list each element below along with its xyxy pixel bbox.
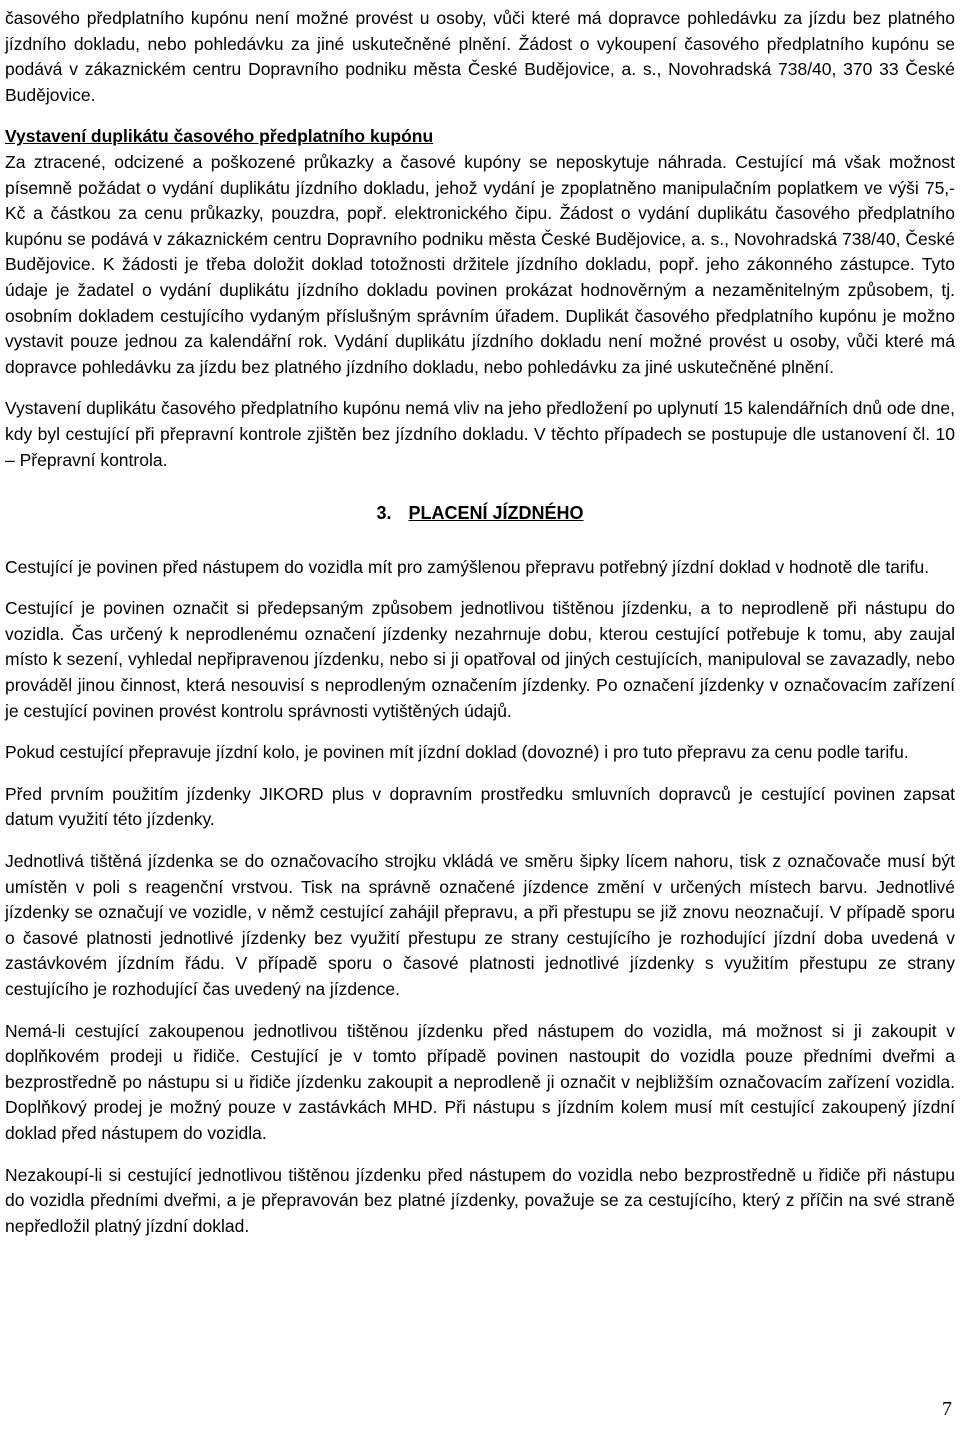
paragraph: Cestující je povinen před nástupem do vozidla mít pro zamýšlenou přepravu potřebný jízdní doklad v hodnotě dle tarifu. [5, 556, 930, 577]
duplicate-section-paragraph-2: Vystavení duplikátu časového předplatního kupónu nemá vliv na jeho předložení po uplynutí 15 kalendářních dnů ode dne, kdy byl cestující při přepravní kontrole zjištěn bez jízdního dokladu. V těchto případech se postupuje dle ustanovení čl. 10 – Přepravní kontrola. [5, 398, 955, 470]
chapter-heading [5, 501, 955, 527]
page-number: 7 [942, 1398, 952, 1420]
intro-paragraph: časového předplatního kupónu není možné provést u osoby, vůči které má dopravce pohledávku za jízdu bez platného jízdního dokladu, nebo pohledávku za jiné uskutečněné plnění. Žádost o vykoupení časového předplatního kupónu se podává v zákaznickém centru Dopravního podniku města České Budějovice, a. s., Novohradská 738/40, 370 33 České Budějovice. [5, 8, 955, 105]
paragraph: Před prvním použitím jízdenky JIKORD plus v dopravním prostředku smluvních dopravců je cestující povinen zapsat datum využití této jízdenky. [5, 783, 955, 830]
paragraph: Jednotlivá tištěná jízdenka se do označovacího strojku vkládá ve směru šipky lícem nahoru, tisk z označovače musí být umístěn v poli s reagenční vrstvou. Tisk na správně označené jízdence změní v určených místech barvu. Jednotlivé jízdenky se označují ve vozidle, v němž cestující zahájil přepravu, a při přestupu se již znovu neoznačují. V případě sporu o časové platnosti jednotlivé jízdenky bez využití přestupu ze strany cestujícího je rozhodující jízdní doba uvedená v zastávkovém jízdním řádu. V případě sporu o časové platnosti jednotlivé jízdenky s využitím přestupu ze strany cestujícího je rozhodující čas uvedený na jízdence. [5, 851, 955, 999]
document-page [5, 6, 955, 1255]
duplicate-section-heading: Vystavení duplikátu časového předplatního kupónu [5, 126, 434, 147]
paragraph: Nemá-li cestující zakoupenou jednotlivou tištěnou jízdenku před nástupem do vozidla, má možnost si ji zakoupit v doplňkovém prodeji u řidiče. Cestující je v tomto případě povinen nastoupit do vozidla pouze předními dveřmi a bezprostředně po nástupu si u řidiče jízdenku zakoupit a neprodleně ji označit v nejbližším označovacím zařízení vozidla. Doplňkový prodej je možný pouze v zastávkách MHD. Při nástupu s jízdním kolem musí mít cestující zakoupený jízdní doklad před nástupem do vozidla. [5, 1020, 955, 1143]
paragraph: Cestující je povinen označit si předepsaným způsobem jednotlivou tištěnou jízdenku, a to neprodleně při nástupu do vozidla. Čas určený k neprodlenému označení jízdenky nezahrnuje dobu, kterou cestující potřebuje k tomu, aby zaujal místo k sezení, vyhledal nepřipravenou jízdenku, nebo si ji opatřoval od jiných cestujících, manipuloval se zavazadly, nebo prováděl jinou činnost, která nesouvisí s neprodleným označením jízdenky. Po označení jízdenky v označovacím zařízení je cestující povinen provést kontrolu správnosti vytištěných údajů. [5, 598, 955, 721]
chapter-number: 3. [376, 503, 392, 524]
paragraph: Pokud cestující přepravuje jízdní kolo, je povinen mít jízdní doklad (dovozné) i pro tuto přepravu za cenu podle tarifu. [5, 742, 909, 763]
chapter-title: PLACENÍ JÍZDNÉHO [408, 503, 584, 524]
duplicate-section-paragraph-1: Za ztracené, odcizené a poškozené průkazky a časové kupóny se neposkytuje náhrada. Cestující má však možnost písemně požádat o vydání duplikátu jízdního dokladu, jehož vydání je zpoplatněno manipulačním poplatkem ve výši 75,- Kč a částkou za cenu průkazky, pouzdra, popř. elektronického čipu. Žádost o vydání duplikátu časového předplatního kupónu se podává v zákaznickém centru Dopravního podniku města České Budějovice, a. s., Novohradská 738/40, České Budějovice. K žádosti je třeba doložit doklad totožnosti držitele jízdního dokladu, popř. jeho zákonného zástupce. Tyto údaje je žadatel o vydání duplikátu jízdního dokladu povinen prokázat hodnověrným a nezaměnitelným způsobem, tj. osobním dokladem cestujícího vydaným příslušným správním úřadem. Duplikát časového předplatního kupónu je možno vystavit pouze jednou za kalendářní rok. Vydání duplikátu jízdního dokladu není možné provést u osoby, vůči které má dopravce pohledávku za jízdu bez platného jízdního dokladu, nebo pohledávku za jiné uskutečněné plnění. [5, 151, 955, 377]
paragraph: Nezakoupí-li si cestující jednotlivou tištěnou jízdenku před nástupem do vozidla nebo bezprostředně u řidiče při nástupu do vozidla předními dveřmi, a je přepravován bez platné jízdenky, považuje se za cestujícího, který z příčin na své straně nepředložil platný jízdní doklad. [5, 1164, 955, 1236]
